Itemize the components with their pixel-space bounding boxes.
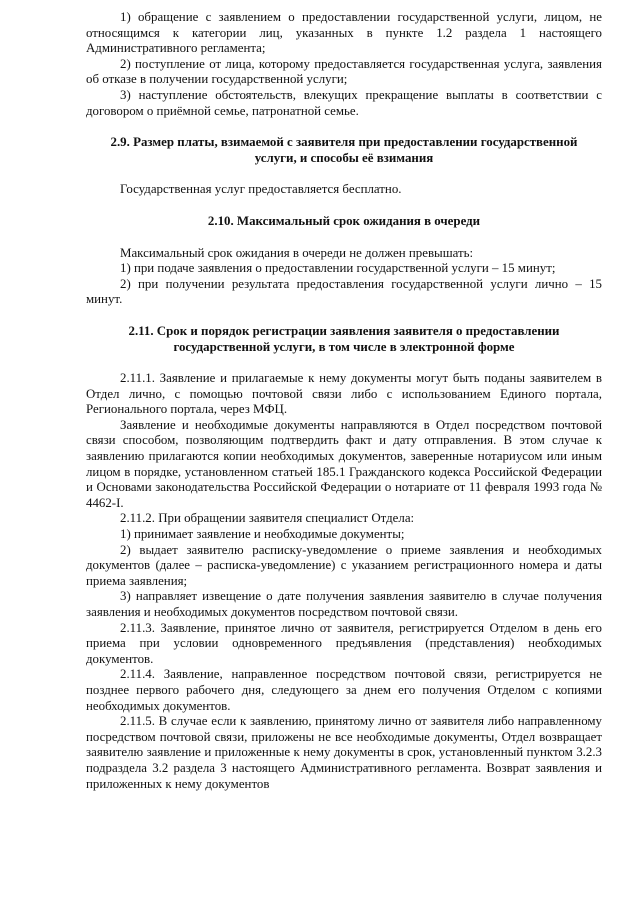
paragraph: 2.11.1. Заявление и прилагаемые к нему документы могут быть поданы заявителем в Отдел лично, с помощью почтовой связи либо с использованием Единого портала, Регионального портала, через МФЦ.	[86, 371, 602, 417]
paragraph: 1) обращение с заявлением о предоставлении государственной услуги, лицом, не относящимся к категории лиц, указанных в пункте 1.2 раздела 1 настоящего Административного регламента;	[86, 10, 602, 56]
paragraph: 2.11.2. При обращении заявителя специалист Отдела:	[120, 511, 415, 526]
paragraph: 3) направляет извещение о дате получения заявления заявителю в случае получения заявления и необходимых документов посредством почтовой связи.	[86, 589, 602, 619]
document-page	[86, 10, 602, 792]
section-heading-2-11: 2.11. Срок и порядок регистрации заявления заявителя о предоставлении государственной услуги, в том числе в электронной форме	[128, 323, 560, 354]
paragraph: 3) наступление обстоятельств, влекущих прекращение выплаты в соответствии с договором о приёмной семье, патронатной семье.	[86, 87, 602, 118]
paragraph: Заявление и необходимые документы направляются в Отдел посредством почтовой связи способом, позволяющим подтвердить факт и дату отправления. В этом случае к заявлению прилагаются копии необходимых документов, заверенные нотариусом или иным лицом в порядке, установленном статьей 185.1 Гражданского кодекса Российской Федерации и Основами законодательства Российской Федерации о нотариате от 11 февраля 1993 года № 4462-I.	[86, 417, 602, 510]
paragraph: 2) поступление от лица, которому предоставляется государственная услуга, заявления об отказе в получении государственной услуги;	[86, 56, 602, 87]
paragraph: Максимальный срок ожидания в очереди не должен превышать:	[120, 245, 474, 260]
paragraph: 2.11.4. Заявление, направленное посредством почтовой связи, регистрируется не позднее первого рабочего дня, следующего за днем его получения Отделом с копиями необходимых документов.	[86, 667, 602, 713]
paragraph: 1) при подаче заявления о предоставлении государственной услуги – 15 минут;	[120, 261, 556, 276]
section-heading-2-10: 2.10. Максимальный срок ожидания в очереди	[207, 213, 481, 228]
paragraph: 2.11.3. Заявление, принятое лично от заявителя, регистрируется Отделом в день его приема при условии одновременного предъявления (представления) необходимых документов.	[86, 620, 602, 666]
paragraph: 2.11.5. В случае если к заявлению, принятому лично от заявителя либо направленному посредством почтовой связи, приложены не все необходимые документы, Отдел возвращает заявителю заявление и приложенные к нему документы в срок, установленный пунктом 3.2.3 подраздела 3.2 раздела 3 настоящего Административного регламента. Возврат заявления и приложенных к нему документов	[86, 714, 602, 791]
paragraph: 2) при получении результата предоставления государственной услуги лично – 15 минут.	[86, 276, 602, 307]
paragraph: Государственная услуг предоставляется бесплатно.	[120, 182, 402, 197]
section-heading-2-9: 2.9. Размер платы, взимаемой с заявителя при предоставлении государственной услуги, и способы её взимания	[110, 135, 578, 165]
paragraph: 2) выдает заявителю расписку-уведомление о приеме заявления и необходимых документов (далее – расписка-уведомление) с указанием регистрационного номера и даты приема заявления;	[86, 542, 602, 588]
paragraph: 1) принимает заявление и необходимые документы;	[120, 527, 405, 542]
